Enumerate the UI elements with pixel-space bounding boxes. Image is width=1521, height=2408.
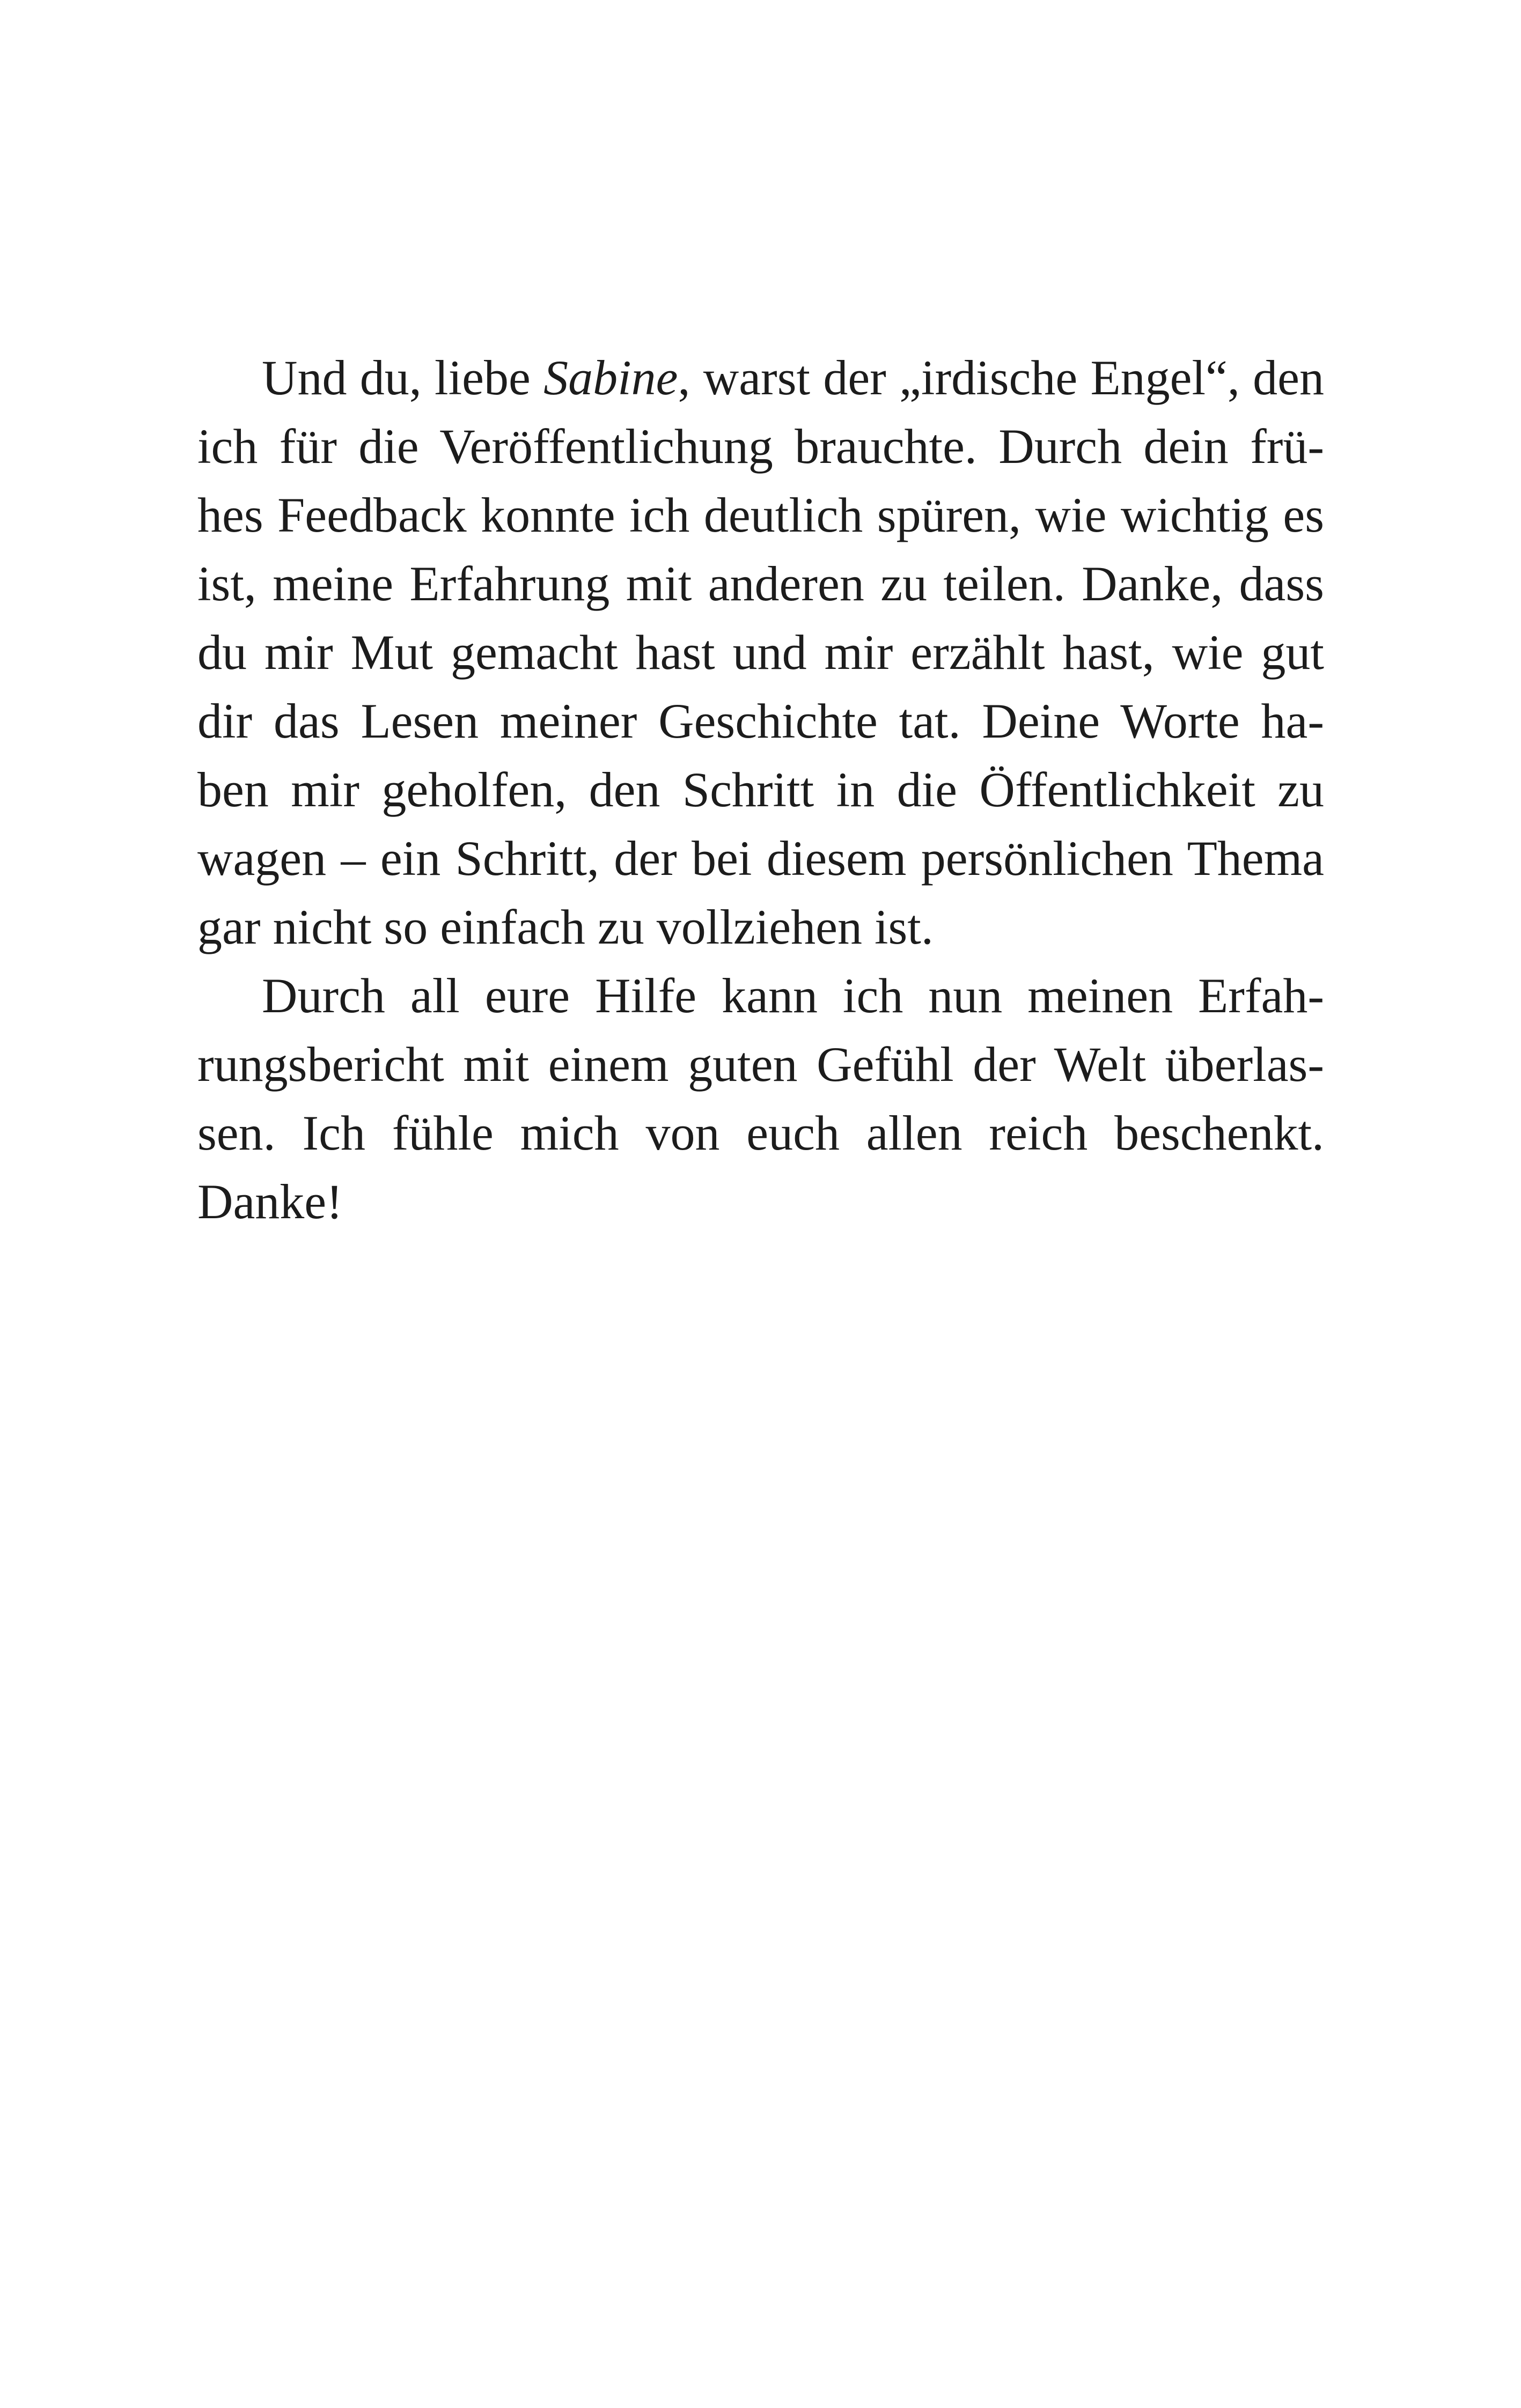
text-line bbox=[197, 893, 1324, 961]
text-segment: ben mir geholfen, den Schritt in die Öffentlichkeit zu bbox=[197, 762, 1324, 817]
body-text bbox=[197, 343, 1324, 1236]
text-segment: du mir Mut gemacht hast und mir erzählt hast, wie gut bbox=[197, 625, 1324, 680]
text-line bbox=[197, 1030, 1324, 1099]
text-segment: dir das Lesen meiner Geschichte tat. Deine Worte ha- bbox=[197, 694, 1324, 748]
text-line bbox=[197, 961, 1324, 1030]
text-line bbox=[197, 481, 1324, 549]
text-line bbox=[197, 824, 1324, 893]
text-line bbox=[197, 1167, 1324, 1236]
text-line bbox=[197, 343, 1324, 412]
text-segment: gar nicht so einfach zu vollziehen ist. bbox=[197, 900, 934, 954]
text-segment: rungsbericht mit einem guten Gefühl der Welt überlas- bbox=[197, 1037, 1324, 1092]
text-segment: hes Feedback konnte ich deutlich spüren, wie wichtig es bbox=[197, 488, 1324, 542]
paragraph bbox=[197, 343, 1324, 961]
text-line bbox=[197, 549, 1324, 618]
text-segment: sen. Ich fühle mich von euch allen reich beschenkt. bbox=[197, 1106, 1324, 1160]
text-line bbox=[197, 618, 1324, 687]
text-line bbox=[197, 412, 1324, 481]
text-segment: ich für die Veröffentlichung brauchte. Durch dein frü- bbox=[197, 419, 1324, 474]
text-segment: Und du, liebe bbox=[262, 350, 544, 405]
text-segment: Durch all eure Hilfe kann ich nun meinen Erfah- bbox=[262, 968, 1324, 1023]
text-line bbox=[197, 687, 1324, 755]
italic-name: Sabine bbox=[543, 350, 678, 405]
text-segment: , warst der „irdische Engel“, den bbox=[678, 350, 1324, 405]
text-line bbox=[197, 1099, 1324, 1167]
text-segment: ist, meine Erfahrung mit anderen zu teilen. Danke, dass bbox=[197, 556, 1324, 611]
text-segment: wagen – ein Schritt, der bei diesem persönlichen Thema bbox=[197, 831, 1324, 886]
paragraph bbox=[197, 961, 1324, 1236]
text-segment: Danke! bbox=[197, 1174, 343, 1229]
text-line bbox=[197, 755, 1324, 824]
